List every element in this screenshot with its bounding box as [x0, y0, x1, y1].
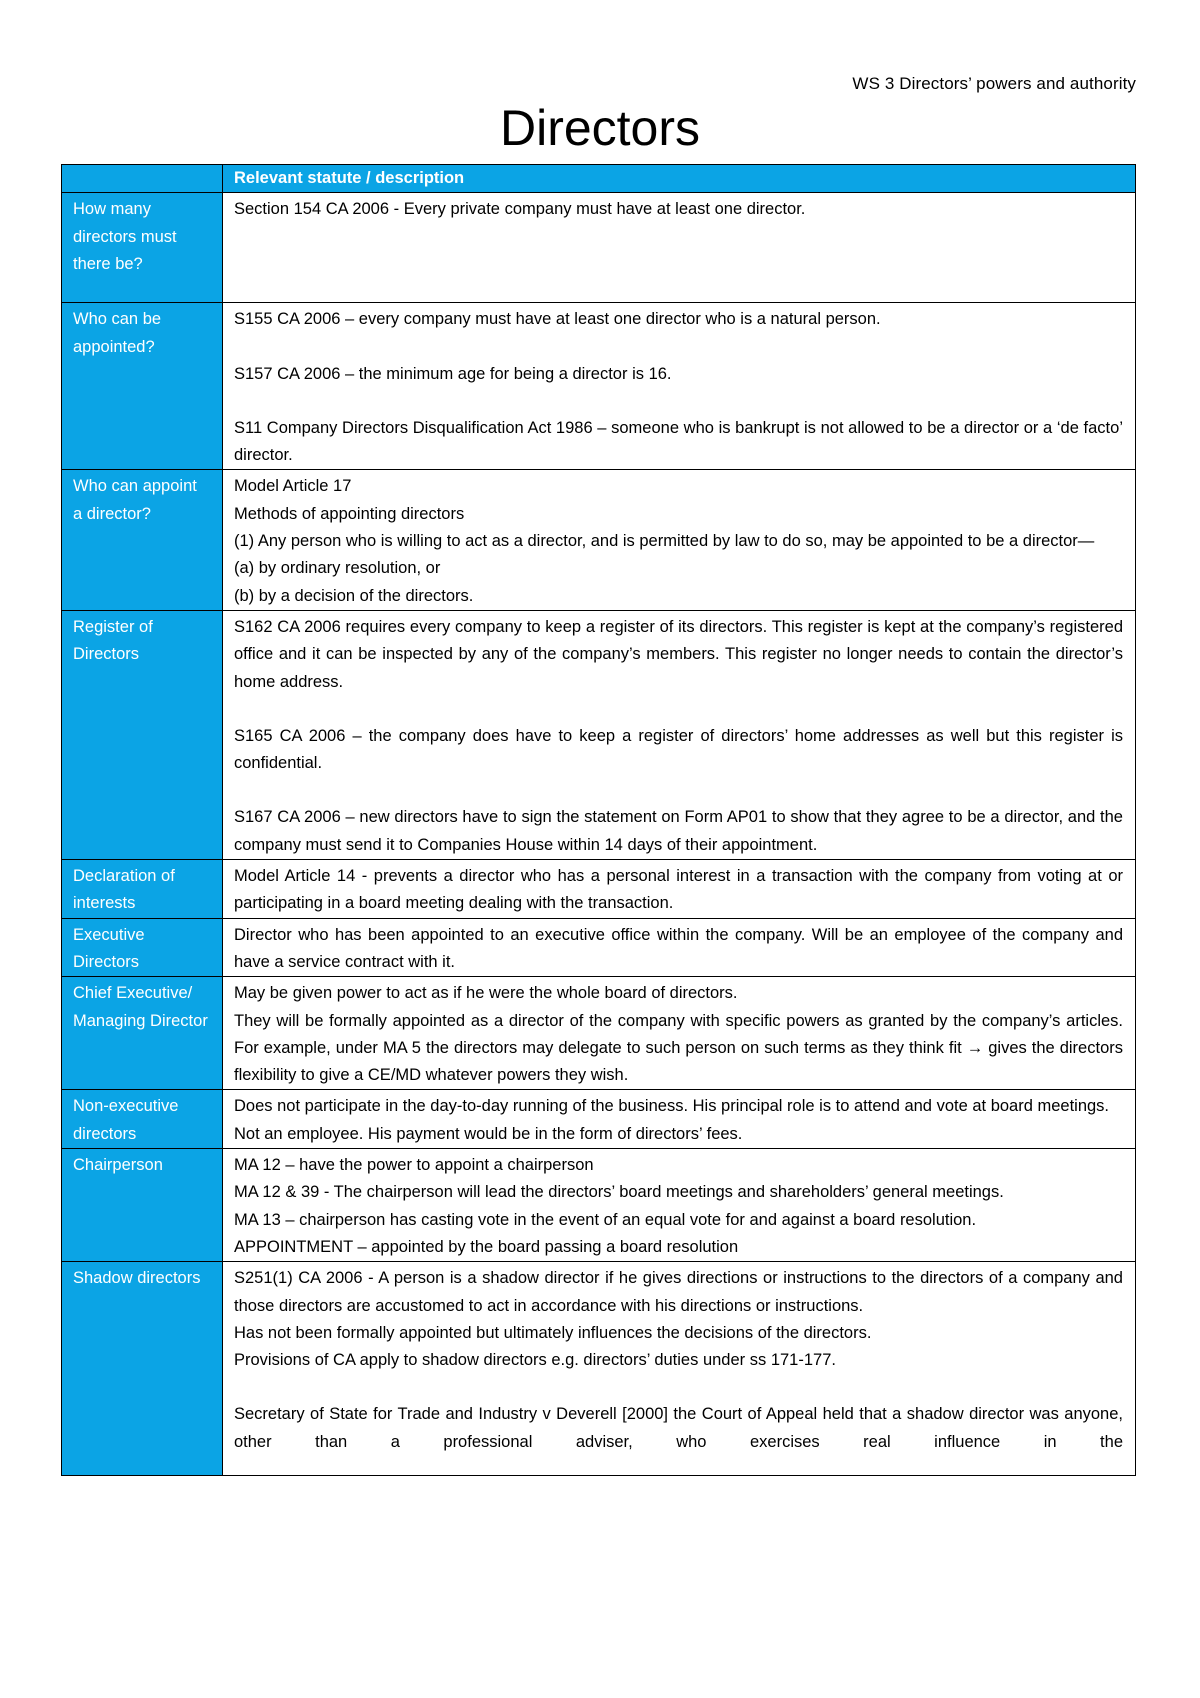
description-line: Methods of appointing directors — [234, 504, 465, 523]
table-row — [62, 1262, 1136, 1476]
description-line: S11 Company Directors Disqualification Act 1986 – someone who is bankrupt is not allowed to be a director or a ‘de facto’ director. — [234, 418, 1123, 465]
row-label: Shadow directors — [62, 1262, 223, 1476]
description-line: Provisions of CA apply to shadow directors e.g. directors’ duties under ss 171-177. — [234, 1351, 836, 1370]
description-line: Has not been formally appointed but ultimately influences the decisions of the directors. — [234, 1323, 872, 1342]
description-line: S167 CA 2006 – new directors have to sign the statement on Form AP01 to show that they agree to be a director, and the company must send it to Companies House within 14 days of their appointment. — [234, 808, 1123, 854]
row-description — [223, 1149, 1136, 1262]
description-line: Model Article 14 - prevents a director who has a personal interest in a transaction with the company from voting at or participating in a board meeting dealing with the transaction. — [234, 867, 1123, 913]
row-label: Declaration of interests — [62, 860, 223, 919]
description-line: Model Article 17 — [234, 477, 352, 496]
table-row — [62, 610, 1136, 859]
description-line: They will be formally appointed as a director of the company with specific powers as granted by the company’s articles. For example, under MA 5 the directors may delegate to such person on such terms as they think fit → gives the directors flexibility to give a CE/MD whatever powers they wish. — [234, 1011, 1123, 1085]
description-line: APPOINTMENT – appointed by the board passing a board resolution — [234, 1237, 739, 1256]
row-description — [223, 1090, 1136, 1149]
header-empty-cell — [62, 165, 223, 193]
description-line: (a) by ordinary resolution, or — [234, 559, 441, 578]
page-title: Directors — [499, 100, 701, 156]
row-label: Executive Directors — [62, 918, 223, 977]
row-label: Chairperson — [62, 1149, 223, 1262]
row-description — [223, 610, 1136, 859]
description-line: Section 154 CA 2006 - Every private company must have at least one director. — [234, 200, 806, 219]
description-line: (1) Any person who is willing to act as a director, and is permitted by law to do so, may be appointed to be a director— — [234, 532, 1095, 551]
description-line: MA 12 & 39 - The chairperson will lead the directors’ board meetings and shareholders’ general meetings. — [234, 1183, 1004, 1202]
table-row — [62, 193, 1136, 303]
row-label: Chief Executive/ Managing Director — [62, 977, 223, 1090]
table-row — [62, 918, 1136, 977]
description-line: S162 CA 2006 requires every company to keep a register of its directors. This register is kept at the company’s registered office and it can be inspected by any of the company’s members. This register no longer needs to contain the director’s home address. — [234, 617, 1123, 691]
directors-table — [61, 164, 1136, 1476]
description-line: Secretary of State for Trade and Industry v Deverell [2000] the Court of Appeal held that a shadow director was anyone, other than a professional adviser, who exercises real influence in the — [234, 1405, 1123, 1451]
row-description — [223, 193, 1136, 303]
description-line: S157 CA 2006 – the minimum age for being a director is 16. — [234, 364, 672, 383]
row-label: Non-executive directors — [62, 1090, 223, 1149]
row-label: Who can appoint a director? — [62, 470, 223, 610]
table-header-row — [62, 165, 1136, 193]
description-line: MA 13 – chairperson has casting vote in the event of an equal vote for and against a board resolution. — [234, 1210, 977, 1229]
description-line: S165 CA 2006 – the company does have to keep a register of directors’ home addresses as well but this register is confidential. — [234, 726, 1123, 773]
table-row — [62, 1149, 1136, 1262]
column-header: Relevant statute / description — [223, 165, 1136, 193]
row-description — [223, 860, 1136, 919]
table-row — [62, 303, 1136, 470]
table-row — [62, 470, 1136, 610]
description-line: MA 12 – have the power to appoint a chairperson — [234, 1156, 594, 1175]
table-row — [62, 977, 1136, 1090]
row-description — [223, 1262, 1136, 1476]
row-description — [223, 918, 1136, 977]
row-description — [223, 470, 1136, 610]
row-description — [223, 977, 1136, 1090]
description-line: Not an employee. His payment would be in the form of directors’ fees. — [234, 1124, 743, 1143]
table-row — [62, 1090, 1136, 1149]
description-line: May be given power to act as if he were the whole board of directors. — [234, 984, 738, 1003]
row-label: How many directors must there be? — [62, 193, 223, 303]
row-description — [223, 303, 1136, 470]
description-line: Does not participate in the day-to-day running of the business. His principal role is to attend and vote at board meetings. — [234, 1097, 1110, 1116]
description-line: S155 CA 2006 – every company must have at least one director who is a natural person. — [234, 310, 881, 329]
header-note: WS 3 Directors’ powers and authority — [852, 74, 1136, 93]
description-line: (b) by a decision of the directors. — [234, 586, 474, 605]
row-label: Who can be appointed? — [62, 303, 223, 470]
description-line: Director who has been appointed to an executive office within the company. Will be an employee of the company and have a service contract with it. — [234, 925, 1123, 971]
row-label: Register of Directors — [62, 610, 223, 859]
table-row — [62, 860, 1136, 919]
description-line: S251(1) CA 2006 - A person is a shadow director if he gives directions or instructions to the directors of a company and those directors are accustomed to act in accordance with his directions or instructions. — [234, 1269, 1123, 1315]
